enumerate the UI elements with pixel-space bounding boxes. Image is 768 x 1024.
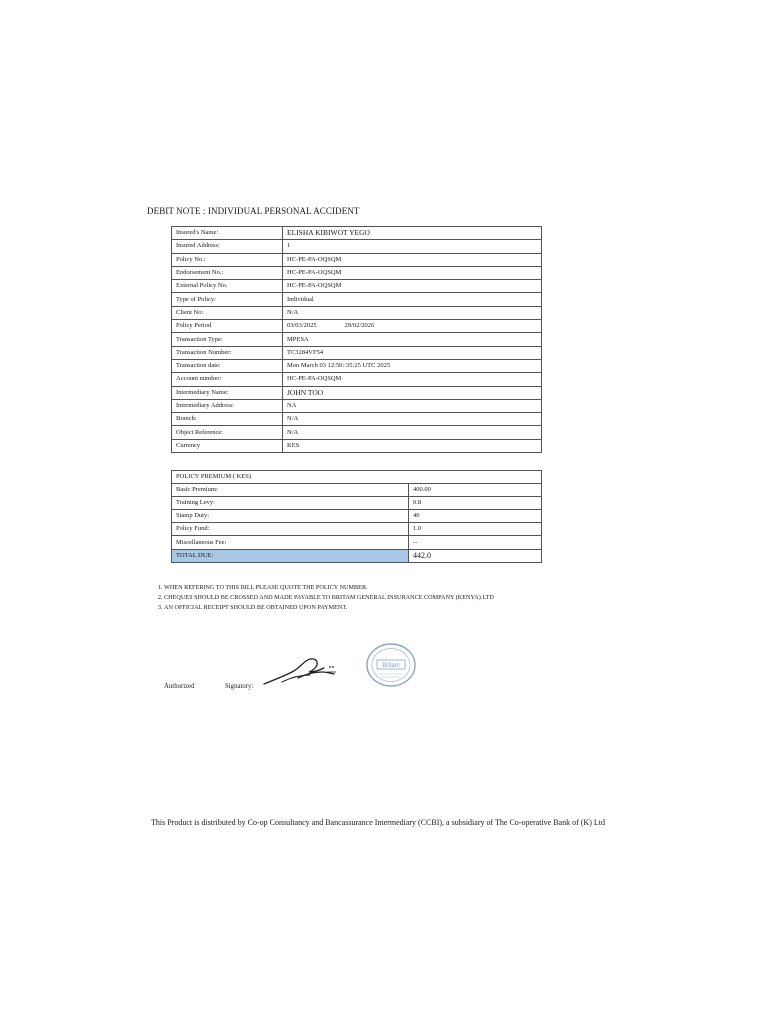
table-row [172,240,542,253]
signature-icon [262,650,342,690]
policy-period-start: 03/03/2025 [287,322,317,330]
premium-value: 1.0 [409,523,542,536]
notes-list [150,583,624,613]
detail-value: TC3284VF54 [283,346,542,359]
premium-table [171,470,542,563]
table-row [172,536,542,549]
premium-label: Training Levy: [172,497,409,510]
table-row [172,413,542,426]
detail-value: HC-PE-PA-OQSQM [283,280,542,293]
detail-value: HC-PE-PA-OQSQM [283,266,542,279]
table-row [172,523,542,536]
total-due-label: TOTAL DUE: [172,549,409,562]
premium-label: Policy Fund: [172,523,409,536]
table-row [172,306,542,319]
table-row [172,399,542,412]
table-row [172,549,542,562]
detail-label: Intermediary Address: [172,399,283,412]
detail-value: N/A [283,306,542,319]
table-row [172,293,542,306]
table-row [172,266,542,279]
premium-header: POLICY PREMIUM ( KES) [172,471,542,484]
table-row [172,227,542,240]
detail-label: Insured Address: [172,240,283,253]
table-row [172,280,542,293]
table-row [172,253,542,266]
detail-value: N/A [283,426,542,439]
detail-value: Individual [283,293,542,306]
page-title: DEBIT NOTE : INDIVIDUAL PERSONAL ACCIDENT [147,206,360,216]
table-row [172,510,542,523]
detail-value: MPESA [283,333,542,346]
policy-number-value: HC-PE-PA-OQSQM [283,253,542,266]
detail-label: Client No: [172,306,283,319]
table-row [172,484,542,497]
premium-label: Miscellaneous Fee: [172,536,409,549]
premium-value: 400.00 [409,484,542,497]
detail-label: Account number: [172,373,283,386]
detail-label: Endorsement No.: [172,266,283,279]
table-row [172,333,542,346]
total-due-value: 442.0 [409,549,542,562]
premium-label: Basic Premium: [172,484,409,497]
detail-label: Transaction Number: [172,346,283,359]
detail-label: Transaction Type: [172,333,283,346]
list-item: 3. AN OFFICIAL RECEIPT SHOULD BE OBTAINED UPON PAYMENT. [164,603,624,613]
intermediary-name-value: JOHN TOO [283,386,542,399]
stamp-text: Britam [382,663,400,669]
table-row [172,359,542,372]
table-row [172,439,542,452]
table-row [172,471,542,484]
table-row [172,497,542,510]
detail-label: Branch: [172,413,283,426]
detail-label: External Policy No. [172,280,283,293]
footer-note: This Product is distributed by Co-op Consultancy and Bancassurance Intermediary (CCBI), a subsidiary of The Co-operative Bank of (K) Ltd [151,818,605,827]
authorized-label: Authorized [164,683,195,690]
detail-label: Transaction date: [172,359,283,372]
detail-label: Insured's Name: [172,227,283,240]
policy-period-end: 29/02/2026 [344,322,375,330]
policy-period-value [283,320,542,333]
detail-label: Policy Period [172,320,283,333]
table-row [172,320,542,333]
list-item: 2. CHEQUES SHOULD BE CROSSED AND MADE PAYABLE TO BRITAM GENERAL INSURANCE COMPANY (KENYA) LTD [164,593,624,603]
detail-label: Object Reference: [172,426,283,439]
detail-value: NA [283,399,542,412]
premium-value: 0.8 [409,497,542,510]
detail-label: Currency [172,439,283,452]
signatory-label: Signatory: [225,683,254,690]
table-row [172,346,542,359]
detail-value: N/A [283,413,542,426]
detail-label: Intermediary Name: [172,386,283,399]
table-row [172,386,542,399]
insured-name-value: ELISHA KIBIWOT YEGO [283,227,542,240]
policy-details-table [171,226,542,453]
transaction-date-value: Mon March 03 12:50::35:25 UTC 2025 [283,359,542,372]
premium-value: -- [409,536,542,549]
detail-label: Type of Policy: [172,293,283,306]
detail-label: Policy No.: [172,253,283,266]
table-row [172,373,542,386]
premium-label: Stamp Duty: [172,510,409,523]
detail-value: 1 [283,240,542,253]
premium-value: 40 [409,510,542,523]
company-stamp-icon [365,642,417,688]
detail-value: HC-PE-PA-OQSQM [283,373,542,386]
list-item: 1. WHEN REFERING TO THIS BILL PLEASE QUOTE THE POLICY NUMBER. [164,583,624,593]
currency-value: KES [283,439,542,452]
table-row [172,426,542,439]
